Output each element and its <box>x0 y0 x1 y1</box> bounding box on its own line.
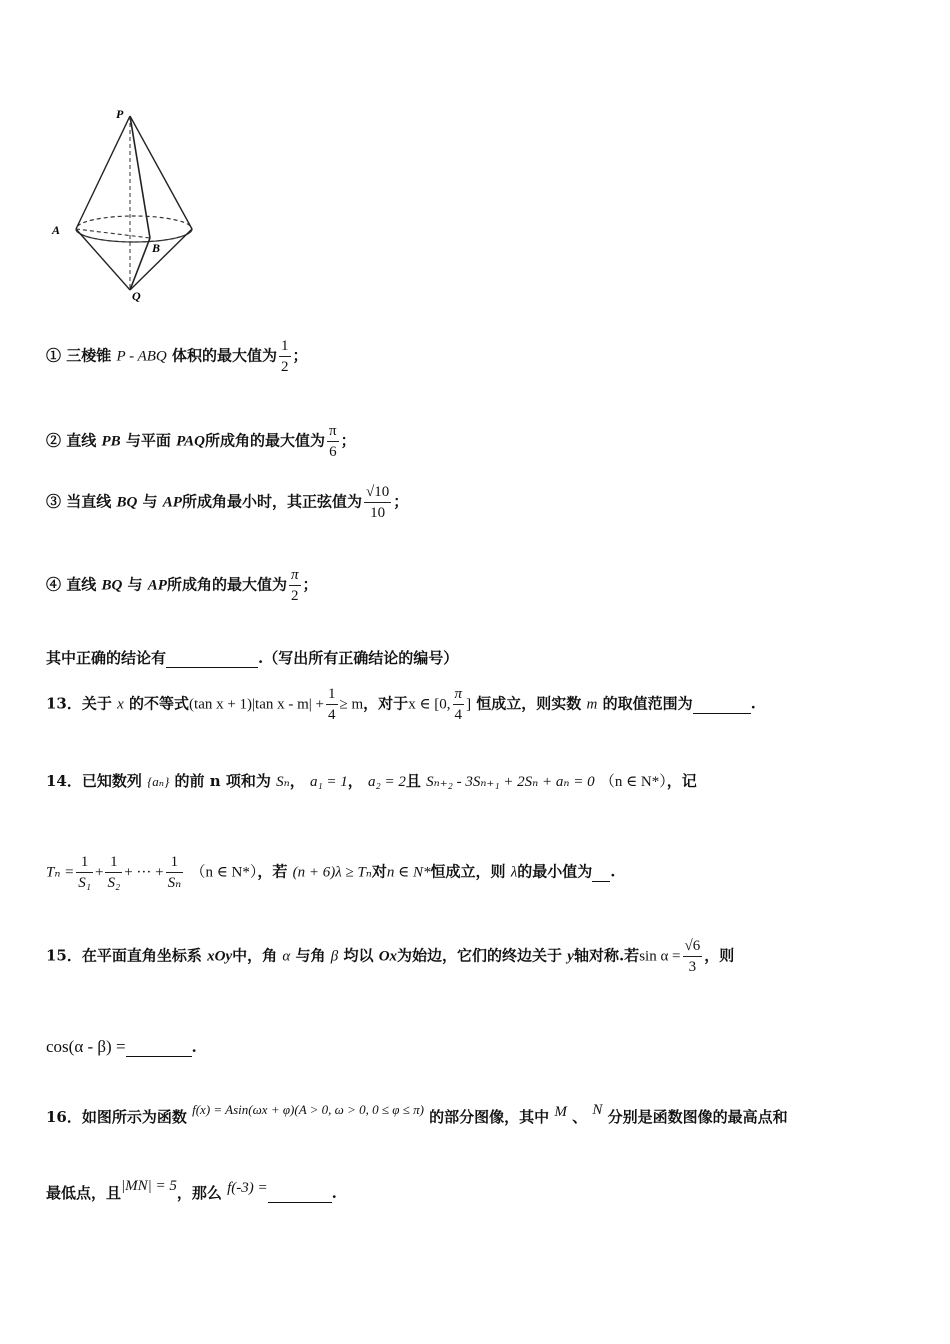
fraction: $\frac{1}{4}$ <box>328 686 336 723</box>
statement-2: ② 直线 PB 与平面 PAQ所成角的最大值为 $\frac{\pi}{6}$ ； <box>46 423 356 460</box>
statement-4: ④ 直线 BQ 与 AP所成角的最大值为 $\frac{\pi}{2}$ ； <box>46 567 318 604</box>
fraction: $\frac{√6}{3}$ <box>684 938 701 975</box>
answer-blank[interactable] <box>592 863 610 882</box>
answer-blank[interactable] <box>166 649 258 668</box>
statement-3: ③ 当直线 BQ 与 AP所成角最小时，其正弦值为 $\frac{√10}{10}$ ； <box>46 484 409 521</box>
question-14-line-1: 14．已知数列 {aₙ} 的前 n 项和为 Sₙ， a₁ = 1， a₂ = 2且 Sₙ₊₂ - 3Sₙ₊₁ + 2Sₙ + aₙ = 0 （n ∈ N*），记 <box>46 772 697 790</box>
answer-blank[interactable] <box>268 1184 332 1203</box>
question-15-line-2: cos(α - β) = . <box>46 1037 197 1056</box>
fraction: $\frac{\pi}{6}$ <box>329 423 337 460</box>
label-B: B <box>152 241 161 255</box>
fraction: $\frac{1}{2}$ <box>281 338 289 375</box>
geometry-figure <box>46 104 206 304</box>
fraction: $\frac{1}{\text{Sₙ}}$ <box>167 854 182 891</box>
fraction: $\frac{\pi}{4}$ <box>454 686 463 723</box>
answer-blank[interactable] <box>693 695 751 714</box>
answer-blank[interactable] <box>126 1038 192 1057</box>
question-14-line-2: Tₙ = $\frac{1}{\text{S₁}}$ + $\frac{1}{\text{S₂}}$ + ··· + $\frac{1}{\text{Sₙ}}$ （n ∈ N*），若 (n + 6)λ ≥ Tₙ对n ∈ N*恒成立，则 λ的最小值为 . <box>46 854 616 891</box>
statement-1: ① 三棱锥 P - ABQ 体积的最大值为 $\frac{1}{2}$ ； <box>46 338 308 375</box>
question-16-line-2: 最低点，且|MN| = 5，那么 f(-3) = . <box>46 1178 337 1202</box>
label-Q: Q <box>132 289 141 303</box>
fraction: $\frac{√10}{10}$ <box>365 484 390 521</box>
label-A: A <box>52 223 61 237</box>
fraction: $\frac{\pi}{2}$ <box>290 567 299 604</box>
fraction: $\frac{1}{\text{S₁}}$ <box>78 854 92 891</box>
question-15-line-1: 15．在平面直角坐标系 xOy中，角 α 与角 β 均以 Ox为始边，它们的终边关于 y轴对称.若sin α = $\frac{√6}{3}$ ，则 <box>46 938 735 975</box>
fraction: $\frac{1}{\text{S₂}}$ <box>107 854 121 891</box>
question-16-line-1: 16．如图所示为函数 f(x) = Asin(ωx + φ)(A > 0, ω > 0, 0 ≤ φ ≤ π) 的部分图像，其中 M 、 N 分别是函数图像的最高点和 <box>46 1102 788 1126</box>
conclusion-line: 其中正确的结论有 .（写出所有正确结论的编号） <box>46 649 459 667</box>
question-13: 13．关于 x 的不等式(tan x + 1)|tan x - m| + $\frac{1}{4}$ ≥ m，对于x ∈ [0, $\frac{\pi}{4}$ ] 恒成立，则实数 m 的取值范围为 . <box>46 686 756 723</box>
label-P: P <box>116 107 124 121</box>
math-expr: P - ABQ <box>116 348 167 365</box>
